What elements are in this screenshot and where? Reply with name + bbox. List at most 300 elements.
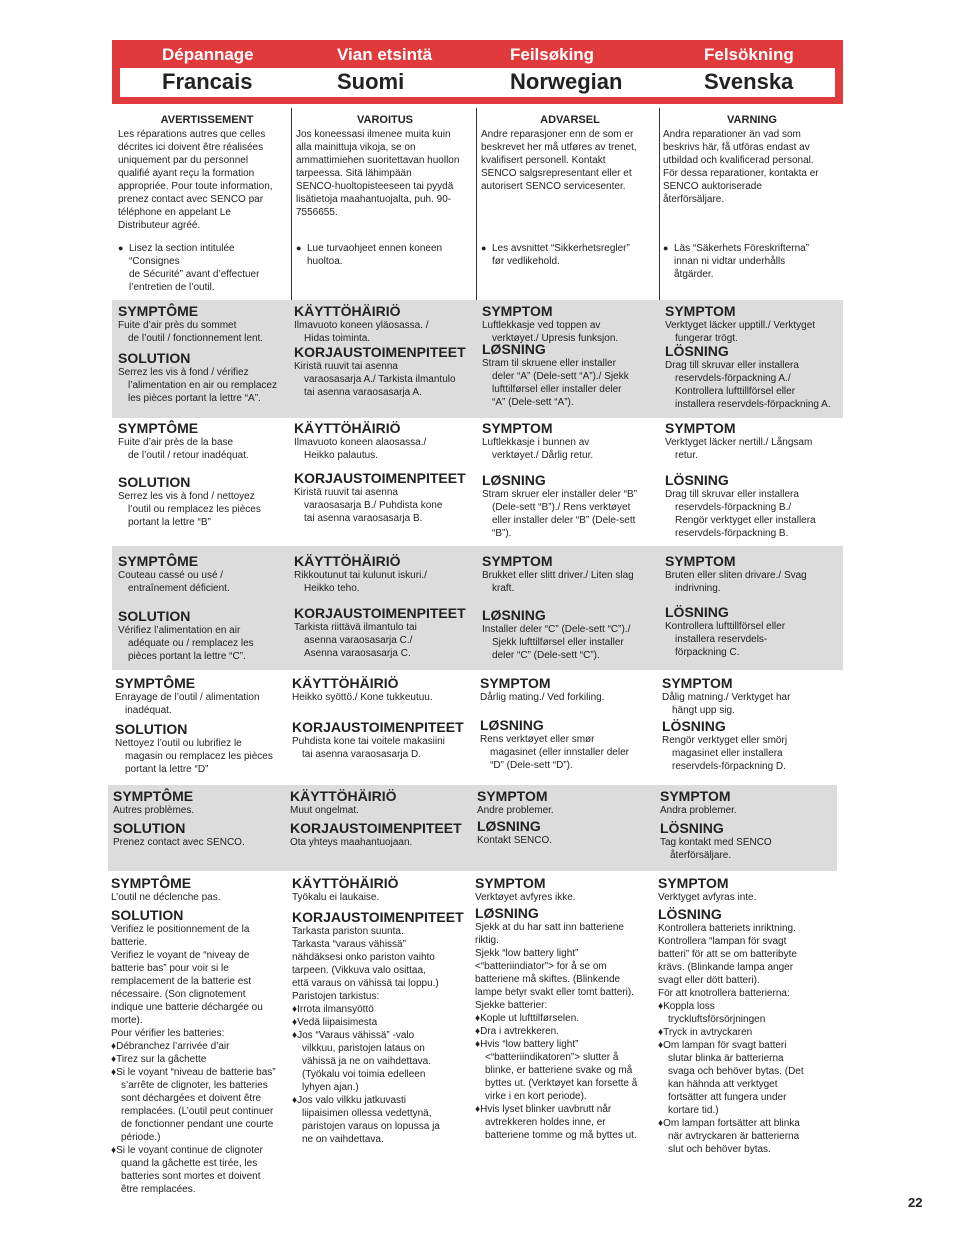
warning-bullet-text: de Sécurité” avant d’effectuer <box>129 269 260 280</box>
symptom-heading: SYMPTOM <box>662 675 733 691</box>
symptom-text: Dålig matning./ Verktyget har <box>662 692 791 703</box>
solution-text: nécessaire. (Son clignotement <box>111 989 246 1000</box>
solution-text: batteriene tomme og må byttes ut. <box>485 1130 637 1141</box>
solution-text: Drag till skruvar eller installera <box>665 489 799 500</box>
solution-text: “D” (Dele-sett “D”). <box>490 760 573 771</box>
solution-text: Puhdista kone tai voitele makasiini <box>292 736 445 747</box>
symptom-text: L’outil ne déclenche pas. <box>111 892 221 903</box>
solution-block <box>665 343 847 411</box>
warning-bullet-text: Lisez la section intitulée <box>129 243 235 254</box>
warning-text: För dessa reparationer, kontakta er <box>663 168 819 179</box>
warning-text: Andre reparasjoner enn de som er <box>481 129 634 140</box>
solution-text: <“batteriindikatoren”> slutter å <box>485 1052 619 1063</box>
warning-text: återförsäljare. <box>663 194 725 205</box>
solution-text: l’alimentation en air ou remplacez <box>128 380 277 391</box>
solution-text: Sjekke batterier: <box>475 1000 548 1011</box>
trouble-cell <box>665 420 845 539</box>
solution-block <box>665 604 847 659</box>
warning-text: 7556655. <box>296 207 338 218</box>
solution-heading: SOLUTION <box>118 350 191 366</box>
solution-text: les pièces portant la lettre “A”. <box>128 393 261 404</box>
solution-heading: KORJAUSTOIMENPITEET <box>294 344 466 360</box>
solution-heading: LÖSNING <box>665 343 729 359</box>
symptom-text: fungerar trögt. <box>675 333 738 344</box>
symptom-heading: SYMPTOM <box>477 788 548 804</box>
symptom-text: Andra problemer. <box>660 805 737 816</box>
solution-text: Rens verktøyet eller smør <box>480 734 595 745</box>
solution-text: magasinet (eller innstaller deler <box>490 747 629 758</box>
solution-block <box>118 608 300 663</box>
trouble-cell <box>294 553 474 659</box>
solution-text: Installer deler “C” (Dele-sett “C”)./ <box>482 624 631 635</box>
solution-text: tai asenna varaosasarja D. <box>302 749 421 760</box>
warning-text: Distributeur agréé. <box>118 220 201 231</box>
symptom-text: Dårlig mating./ Ved forkiling. <box>480 692 605 703</box>
warning-fr <box>118 114 296 293</box>
symptom-heading: SYMPTOM <box>482 420 553 436</box>
solution-text: magasinet eller installera <box>672 748 783 759</box>
solution-text: adéquate ou / remplacez les <box>128 638 254 649</box>
solution-text: pièces portant la lettre “C”. <box>128 651 246 662</box>
warning-bullet-text: “Consignes <box>129 256 180 267</box>
solution-text: Kontrollera batteriets inriktning. <box>658 923 796 934</box>
solution-text: svaga och behöver bytas. (Det <box>668 1066 804 1077</box>
solution-text: reservdels-förpackning B./ <box>675 502 792 513</box>
solution-block <box>482 341 664 409</box>
solution-heading: LØSNING <box>482 472 546 488</box>
solution-text: paristojen varaus on lopussa ja <box>302 1121 440 1132</box>
symptom-text: Verktyget läcker upptill./ Verktyget <box>665 320 816 331</box>
solution-text: Rengör verktyget eller installera <box>675 515 816 526</box>
solution-text: batteries sont mortes et doivent <box>121 1171 261 1182</box>
trouble-cell <box>113 788 293 848</box>
solution-text: när avtryckaren är batterierna <box>668 1131 800 1142</box>
solution-block <box>292 909 474 1146</box>
warning-text: SENCO-huoltopisteeseen tai pyydä <box>296 181 454 192</box>
trouble-cell <box>658 875 838 1155</box>
lang-title: Norwegian <box>510 69 623 94</box>
solution-text: ♦Dra i avtrekkeren. <box>475 1026 560 1037</box>
symptom-text: Verktyget läcker nertill./ Långsam <box>665 437 813 448</box>
solution-heading: LÖSNING <box>665 604 729 620</box>
solution-text: tai asenna varaosasarja A. <box>304 387 422 398</box>
warning-text: kvalifisert personell. Kontakt <box>481 155 606 166</box>
symptom-text: Brukket eller slitt driver./ Liten slag <box>482 570 634 581</box>
solution-heading: KORJAUSTOIMENPITEET <box>290 820 462 836</box>
bullet-icon: ● <box>296 243 302 253</box>
solution-text: Tarkasta “varaus vähissä” <box>292 939 406 950</box>
trouble-cell <box>118 303 298 404</box>
trouble-cell <box>475 875 655 1141</box>
warning-text: alla mainittuja vikoja, se on <box>296 142 416 153</box>
language-header <box>112 40 843 104</box>
symptom-text: Fuite d’air près du sommet <box>118 320 237 331</box>
trouble-cell <box>115 675 295 775</box>
solution-text: Sjekk at du har satt inn batteriene <box>475 922 624 933</box>
warning-bullet-text: før vedlikehold. <box>492 256 560 267</box>
symptom-heading: SYMPTÔME <box>118 420 199 436</box>
warning-text: SENCO salgsrepresentant eller et <box>481 168 632 179</box>
solution-text: Pour vérifier les batteries: <box>111 1028 225 1039</box>
solution-heading: LÖSNING <box>665 472 729 488</box>
lang-subtitle: Vian etsintä <box>337 45 433 64</box>
solution-block <box>292 719 474 761</box>
solution-text: “A” (Dele-sett “A”). <box>492 397 574 408</box>
solution-text: kan hähnda att verktyget <box>668 1079 778 1090</box>
symptom-text: verktøyet./ Upresis funksjon. <box>492 333 619 344</box>
symptom-heading: SYMPTOM <box>665 420 736 436</box>
lang-subtitle: Dépannage <box>162 45 254 64</box>
symptom-text: indrivning. <box>675 583 721 594</box>
warning-bullet-text: Les avsnittet “Sikkerhetsregler” <box>492 243 630 254</box>
warning-text: appropriée. Pour toute information, <box>118 181 273 192</box>
solution-text: l’outil ou remplacez les pièces <box>128 504 261 515</box>
solution-text: morte). <box>111 1015 143 1026</box>
warning-bullet-text: Lue turvaohjeet ennen koneen <box>307 243 443 254</box>
solution-block <box>115 721 297 776</box>
solution-block <box>475 905 657 1142</box>
symptom-text: Heikko syöttö./ Kone tukkeutuu. <box>292 692 433 703</box>
solution-text: Sjekk “low battery light” <box>475 948 579 959</box>
solution-block <box>665 472 847 540</box>
warning-bullet-text: huoltoa. <box>307 256 343 267</box>
solution-block <box>662 718 844 773</box>
lang-title: Svenska <box>704 69 794 94</box>
solution-heading: LØSNING <box>480 717 544 733</box>
solution-text: Kiristä ruuvit tai asenna <box>294 361 398 372</box>
symptom-heading: KÄYTTÖHÄIRIÖ <box>294 303 401 319</box>
warning-text: qualifié ayant reçu la formation <box>118 168 255 179</box>
symptom-text: Luftlekkasje i bunnen av <box>482 437 590 448</box>
symptom-heading: SYMPTÔME <box>115 675 196 691</box>
solution-text: ♦Jos valo vilkku jatkuvasti <box>292 1095 407 1106</box>
solution-text: “B”). <box>492 528 512 539</box>
solution-text: Vérifiez l’alimentation en air <box>118 625 241 636</box>
solution-text: Tarkista riittävä ilmantulo tai <box>294 622 417 633</box>
symptom-text: Ilmavuoto koneen yläosassa. / <box>294 320 429 331</box>
solution-block <box>480 717 662 772</box>
solution-block <box>118 474 300 529</box>
warning-text: Andra reparationer än vad som <box>663 129 801 140</box>
solution-text: Kiristä ruuvit tai asenna <box>294 487 398 498</box>
solution-heading: SOLUTION <box>113 820 186 836</box>
warning-text: uniquement par du personnel <box>118 155 249 166</box>
solution-text: byttes ut. (Verktøyet kan forsette å <box>485 1078 638 1089</box>
solution-text: vähissä ja ne on vaihdettava. <box>302 1056 431 1067</box>
warning-title: VARNING <box>727 114 777 126</box>
solution-block <box>290 820 472 849</box>
solution-text: återförsäljare. <box>670 850 732 861</box>
solution-text: Paristojen tarkistus: <box>292 991 380 1002</box>
warning-title: ADVARSEL <box>540 114 600 126</box>
solution-text: ♦Vedä liipaisimesta <box>292 1017 378 1028</box>
warning-fi <box>296 114 474 267</box>
solution-heading: LÖSNING <box>662 718 726 734</box>
solution-text: batterie. <box>111 937 148 948</box>
solution-block <box>294 344 476 399</box>
solution-text: Stram til skruene eller installer <box>482 358 616 369</box>
solution-text: être remplacées. <box>121 1184 196 1195</box>
symptom-text: de l’outil / fonctionnement lent. <box>128 333 264 344</box>
solution-block <box>477 818 659 847</box>
solution-text: Kontakt SENCO. <box>477 835 553 846</box>
solution-heading: SOLUTION <box>118 474 191 490</box>
trouble-cell <box>665 553 845 658</box>
warning-bullet-text: åtgärder. <box>674 269 714 280</box>
symptom-text: Enrayage de l’outil / alimentation <box>115 692 260 703</box>
solution-text: ♦Om lampan för svagt batteri <box>658 1040 787 1051</box>
lang-title: Suomi <box>337 69 405 94</box>
solution-text: Sjekk lufttilførsel eller installer <box>492 637 624 648</box>
warning-text: décrites ici doivent être réalisées <box>118 142 264 153</box>
solution-heading: LØSNING <box>482 341 546 357</box>
symptom-text: Verktyget avfyras inte. <box>658 892 757 903</box>
warning-text: autorisert SENCO servicesenter. <box>481 181 626 192</box>
solution-text: svagt eller dött batteri). <box>658 975 760 986</box>
solution-text: slutar blinka är batterierna <box>668 1053 784 1064</box>
solution-text: Drag till skruvar eller installera <box>665 360 799 371</box>
solution-text: indique une batterie déchargée ou <box>111 1002 263 1013</box>
solution-text: asenna varaosasarja C./ <box>304 635 413 646</box>
solution-text: että varaus on vähissä tai loppu.) <box>292 978 439 989</box>
solution-text: quand la gâchette est tirée, les <box>121 1158 258 1169</box>
symptom-heading: KÄYTTÖHÄIRIÖ <box>292 675 399 691</box>
warning-sv <box>663 114 841 280</box>
solution-block <box>294 605 476 660</box>
solution-text: ♦Jos “Varaus vähissä” -valo <box>292 1030 415 1041</box>
warning-bullet <box>663 242 852 281</box>
solution-text: ♦Hvis lyset blinker uavbrutt når <box>475 1104 612 1115</box>
warning-no <box>481 114 659 267</box>
bullet-icon: ● <box>481 243 487 253</box>
symptom-text: Heikko teho. <box>304 583 360 594</box>
solution-heading: KORJAUSTOIMENPITEET <box>292 719 464 735</box>
warning-title: VAROITUS <box>356 114 414 126</box>
page-number: 22 <box>908 1195 923 1210</box>
solution-text: Prenez contact avec SENCO. <box>113 837 245 848</box>
symptom-heading: SYMPTOM <box>658 875 729 891</box>
solution-text: varaosasarja B./ Puhdista kone <box>304 500 443 511</box>
solution-text: ♦Si le voyant “niveau de batterie bas” <box>111 1067 276 1078</box>
solution-heading: KORJAUSTOIMENPITEET <box>294 605 466 621</box>
symptom-heading: SYMPTOM <box>482 553 553 569</box>
symptom-heading: SYMPTOM <box>665 553 736 569</box>
trouble-cell <box>290 788 470 848</box>
solution-text: deler “A” (Dele-sett “A”)./ Sjekk <box>492 371 629 382</box>
solution-text: kortare tid.) <box>668 1105 719 1116</box>
trouble-cell <box>118 420 298 528</box>
warning-bullet-text: innan ni vidtar underhålls <box>674 256 786 267</box>
solution-block <box>294 470 476 525</box>
solution-text: de fonctionner pendant une courte <box>121 1119 274 1130</box>
solution-text: remplacement de la batterie est <box>111 976 252 987</box>
symptom-heading: SYMPTÔME <box>113 788 194 804</box>
solution-text: batteri” för att se om batteribyte <box>658 949 797 960</box>
solution-block <box>113 820 295 849</box>
warning-bullet <box>296 242 485 268</box>
warning-bullet-text: Läs “Säkerhets Föreskrifterna” <box>674 243 810 254</box>
lang-title: Francais <box>162 69 253 94</box>
symptom-heading: KÄYTTÖHÄIRIÖ <box>294 553 401 569</box>
warning-text: beskrivs här, få utföras endast av <box>663 142 810 153</box>
solution-text: lufttilførsel eller installer deler <box>492 384 622 395</box>
solution-text: eller installer deler “B” (Dele-sett <box>492 515 636 526</box>
solution-text: Serrez les vis à fond / nettoyez <box>118 491 255 502</box>
symptom-text: Heikko palautus. <box>304 450 378 461</box>
warning-bullet <box>481 242 670 268</box>
solution-text: reservdels-förpackning A./ <box>675 373 791 384</box>
solution-text: Kontrollera lufttillförsel eller <box>675 386 796 397</box>
symptom-heading: SYMPTÔME <box>111 875 192 891</box>
trouble-cell <box>477 788 657 846</box>
warning-text: Jos koneessasi ilmenee muita kuin <box>296 129 451 140</box>
symptom-text: Luftlekkasje ved toppen av <box>482 320 601 331</box>
solution-text: liipaisimen ollessa vedettynä, <box>302 1108 432 1119</box>
solution-heading: KORJAUSTOIMENPITEET <box>294 470 466 486</box>
solution-text: installera reservdels- <box>675 634 768 645</box>
trouble-cell <box>292 875 472 1145</box>
solution-text: Rengör verktyget eller smörj <box>662 735 788 746</box>
symptom-text: Andre problemer. <box>477 805 554 816</box>
solution-text: ♦Kople ut lufttilførselen. <box>475 1013 580 1024</box>
solution-text: batteriene må skiftes. (Blinkende <box>475 974 621 985</box>
solution-text: tai asenna varaosasarja B. <box>304 513 423 524</box>
warning-text: téléphone en appelant Le <box>118 207 231 218</box>
trouble-cell <box>480 675 660 771</box>
symptom-text: Verktøyet avfyres ikke. <box>475 892 576 903</box>
warning-text: prenez contact avec SENCO par <box>118 194 264 205</box>
symptom-heading: SYMPTÔME <box>118 553 199 569</box>
warning-text: SENCO auktoriserade <box>663 181 762 192</box>
symptom-heading: SYMPTOM <box>480 675 551 691</box>
solution-text: s’arrête de clignoter, les batteries <box>121 1080 268 1091</box>
solution-text: reservdels-förpackning B. <box>675 528 789 539</box>
solution-text: installera reservdels-förpackning A. <box>675 399 831 410</box>
solution-heading: SOLUTION <box>111 907 184 923</box>
solution-block <box>658 906 840 1156</box>
warning-text: lisätietoja maahantuojalta, puh. 90- <box>296 194 452 205</box>
trouble-cell <box>118 553 298 662</box>
trouble-cell <box>294 420 474 524</box>
symptom-text: kraft. <box>492 583 515 594</box>
trouble-cell <box>292 675 472 760</box>
solution-text: krävs. (Blinkande lampa anger <box>658 962 794 973</box>
lang-subtitle: Felsökning <box>704 45 794 64</box>
solution-text: ne on vaihdettava. <box>302 1134 384 1145</box>
solution-text: För att knotrollera batterierna: <box>658 988 790 999</box>
symptom-heading: KÄYTTÖHÄIRIÖ <box>290 788 397 804</box>
symptom-heading: SYMPTOM <box>660 788 731 804</box>
column-divider <box>659 108 660 300</box>
warning-text: ammattimiehen suoritettavan huollon <box>296 155 460 166</box>
symptom-heading: SYMPTOM <box>482 303 553 319</box>
symptom-text: entraînement déficient. <box>128 583 230 594</box>
trouble-cell <box>111 875 291 1195</box>
symptom-text: inadéquat. <box>125 705 172 716</box>
symptom-text: de l’outil / retour inadéquat. <box>128 450 249 461</box>
symptom-text: Rikkoutunut tai kulunut iskuri./ <box>294 570 427 581</box>
solution-text: Tarkasta pariston suunta. <box>292 926 404 937</box>
symptom-text: Muut ongelmat. <box>290 805 359 816</box>
solution-text: Kontrollera “lampan för svagt <box>658 936 787 947</box>
solution-heading: LØSNING <box>477 818 541 834</box>
solution-text: sont déchargées et doivent être <box>121 1093 262 1104</box>
solution-text: tryckluftsförsörjningen <box>668 1014 766 1025</box>
solution-text: <“batteriindiator”> for å se om <box>475 961 607 972</box>
symptom-text: Ilmavuoto koneen alaosassa./ <box>294 437 427 448</box>
solution-heading: SOLUTION <box>118 608 191 624</box>
symptom-text: hängt upp sig. <box>672 705 735 716</box>
bullet-icon: ● <box>663 243 669 253</box>
symptom-text: Hidas toiminta. <box>304 333 371 344</box>
trouble-cell <box>294 303 474 398</box>
symptom-text: Työkalu ei laukaise. <box>292 892 380 903</box>
symptom-heading: KÄYTTÖHÄIRIÖ <box>294 420 401 436</box>
trouble-cell <box>482 420 662 539</box>
solution-block <box>482 472 664 540</box>
warning-bullet-text: l’entretien de l’outil. <box>129 282 215 293</box>
solution-block <box>482 607 664 662</box>
solution-text: varaosasarja A./ Tarkista ilmantulo <box>304 374 456 385</box>
symptom-text: Fuite d’air près de la base <box>118 437 234 448</box>
solution-text: Serrez les vis à fond / vérifiez <box>118 367 249 378</box>
symptom-heading: SYMPTÔME <box>118 303 199 319</box>
warning-text: tarpeessa. Sitä lähimpään <box>296 168 412 179</box>
solution-text: ♦Si le voyant continue de clignoter <box>111 1145 263 1156</box>
solution-text: Verifiez le positionnement de la <box>111 924 250 935</box>
bullet-icon: ● <box>118 243 124 253</box>
solution-text: Stram skruer eler installer deler “B” <box>482 489 638 500</box>
trouble-cell <box>665 303 845 410</box>
column-divider <box>476 108 477 300</box>
solution-text: (Dele-sett “B”)./ Rens verktøyet <box>492 502 631 513</box>
solution-text: ♦Irrota ilmansyöttö <box>292 1004 374 1015</box>
solution-text: ♦Om lampan fortsätter att blinka <box>658 1118 800 1129</box>
solution-text: slut och behöver bytas. <box>668 1144 771 1155</box>
warning-title: AVERTISSEMENT <box>160 114 254 126</box>
solution-heading: SOLUTION <box>115 721 188 737</box>
symptom-text: Bruten eller sliten drivare./ Svag <box>665 570 807 581</box>
solution-text: vilkkuu, paristojen lataus on <box>302 1043 425 1054</box>
solution-text: fortsätter att fungera under <box>668 1092 787 1103</box>
solution-text: Ota yhteys maahantuojaan. <box>290 837 413 848</box>
solution-text: ♦Hvis “low battery light” <box>475 1039 579 1050</box>
solution-text: avtrekkeren holdes inne, er <box>485 1117 606 1128</box>
solution-text: deler “C” (Dele-sett “C”). <box>492 650 600 661</box>
solution-text: reservdels-förpackning D. <box>672 761 786 772</box>
solution-text: Kontrollera lufttillförsel eller <box>665 621 786 632</box>
solution-text: remplacées. (L’outil peut continuer <box>121 1106 274 1117</box>
warning-bullet <box>118 242 307 294</box>
solution-text: ♦Débranchez l’arrivée d’air <box>111 1041 230 1052</box>
solution-text: batterie bas” pour voir si le <box>111 963 229 974</box>
symptom-heading: SYMPTOM <box>475 875 546 891</box>
solution-text: portant la lettre “B” <box>128 517 211 528</box>
solution-text: ♦Tryck in avtryckaren <box>658 1027 753 1038</box>
solution-text: nähdäksesi onko pariston vaihto <box>292 952 435 963</box>
solution-text: lampe betyr svakt eller tomt batteri). <box>475 987 634 998</box>
solution-text: ♦Koppla loss <box>658 1001 715 1012</box>
warning-text: utbildad och kvalificerad personal. <box>663 155 814 166</box>
solution-text: portant la lettre “D” <box>125 764 209 775</box>
symptom-heading: SYMPTOM <box>665 303 736 319</box>
symptom-text: verktøyet./ Dårlig retur. <box>492 450 594 461</box>
solution-heading: LØSNING <box>482 607 546 623</box>
symptom-text: Autres problèmes. <box>113 805 195 816</box>
solution-text: tarpeen. (Vikkuva valo osittaa, <box>292 965 426 976</box>
trouble-cell <box>482 553 662 661</box>
solution-text: (Työkalu voi toimia edelleen <box>302 1069 426 1080</box>
